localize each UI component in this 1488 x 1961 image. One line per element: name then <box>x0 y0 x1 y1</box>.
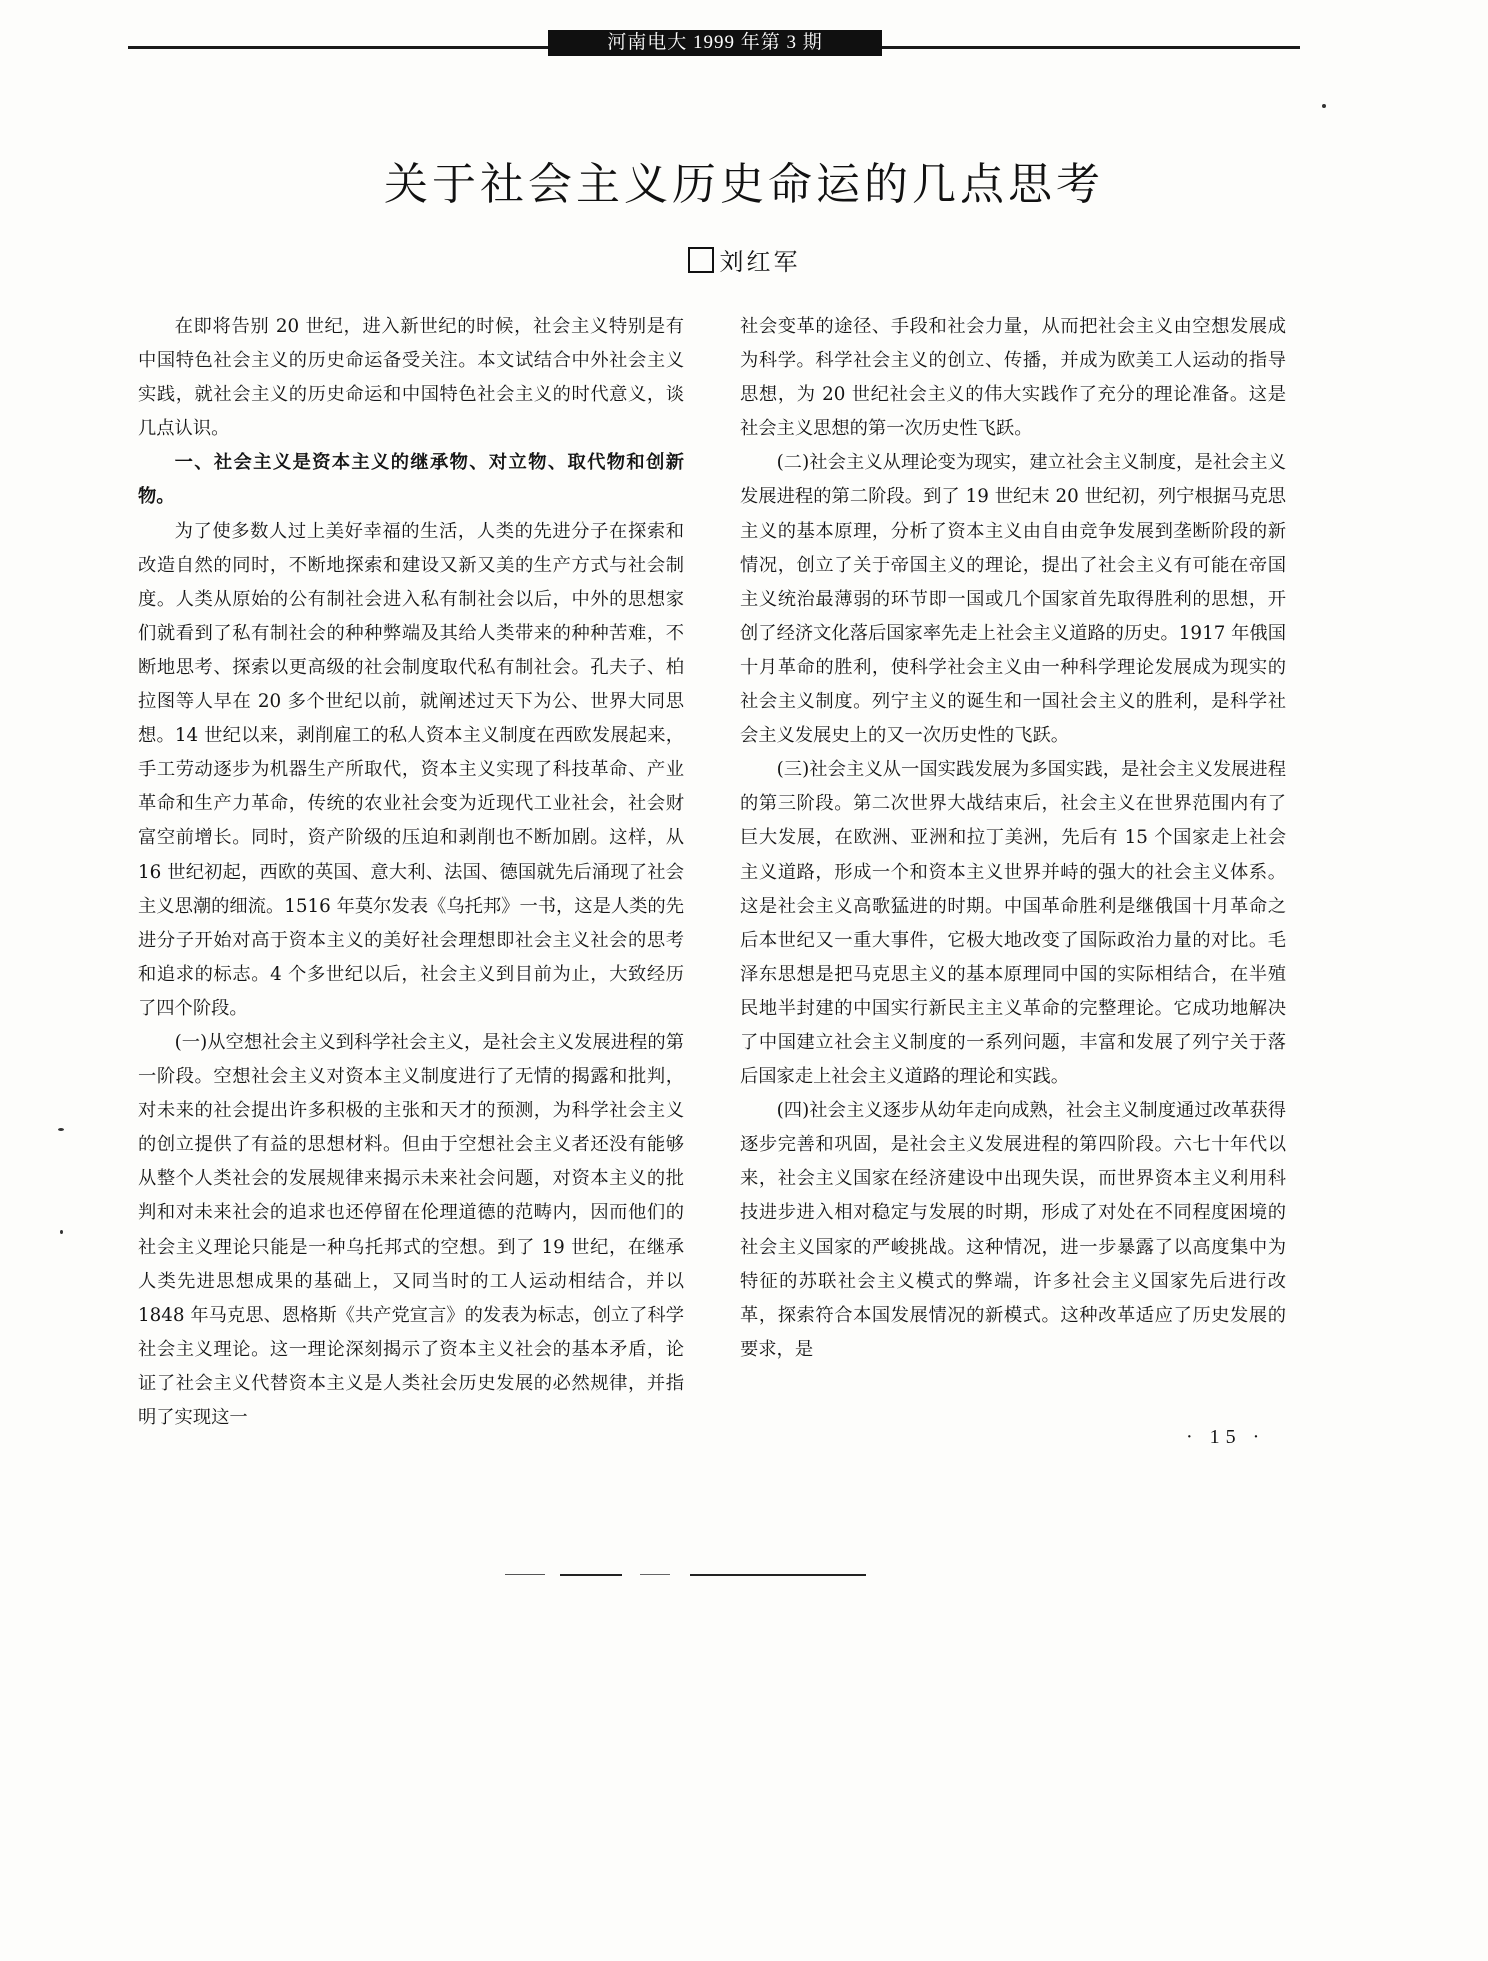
scan-line <box>560 1574 622 1576</box>
paragraph-stage-three: (三)社会主义从一国实践发展为多国实践，是社会主义发展进程的第三阶段。第二次世界大战结束后，社会主义在世界范围内有了巨大发展，在欧洲、亚洲和拉丁美洲，先后有 15 个国家走上社会主义道路，形成一个和资本主义世界并峙的强大的社会主义体系。这是社会主义高歌猛进的时期。中国革命胜利是继俄国十月革命之后本世纪又一重大事件，它极大地改变了国际政治力量的对比。毛泽东思想是把马克思主义的基本原理同中国的实际相结合，在半殖民地半封建的中国实行新民主主义革命的完整理论。它成功地解决了中国建立社会主义制度的一系列问题，丰富和发展了列宁关于落后国家走上社会主义道路的理论和实践。 <box>740 759 1286 1088</box>
right-column <box>740 310 1286 1367</box>
paragraph-history: 为了使多数人过上美好幸福的生活，人类的先进分子在探索和改造自然的同时，不断地探索和建设又新又美的生产方式与社会制度。人类从原始的公有制社会进入私有制社会以后，中外的思想家们就看到了私有制社会的种种弊端及其给人类带来的种种苦难，不断地思考、探索以更高级的社会制度取代私有制社会。孔夫子、柏拉图等人早在 20 多个世纪以前，就阐述过天下为公、世界大同思想。14 世纪以来，剥削雇工的私人资本主义制度在西欧发展起来，手工劳动逐步为机器生产所取代，资本主义实现了科技革命、产业革命和生产力革命，传统的农业社会变为近现代工业社会，社会财富空前增长。同时，资产阶级的压迫和剥削也不断加剧。这样，从 16 世纪初起，西欧的英国、意大利、法国、德国就先后涌现了社会主义思潮的细流。1516 年莫尔发表《乌托邦》一书，这是人类的先进分子开始对高于资本主义的美好社会理想即社会主义社会的思考和追求的标志。4 个多世纪以后，社会主义到目前为止，大致经历了四个阶段。 <box>138 520 684 1019</box>
paragraph-stage-two: (二)社会主义从理论变为现实，建立社会主义制度，是社会主义发展进程的第二阶段。到了 19 世纪末 20 世纪初，列宁根据马克思主义的基本原理，分析了资本主义由自由竞争发展到垄断阶段的新情况，创立了关于帝国主义的理论，提出了社会主义有可能在帝国主义统治最薄弱的环节即一国或几个国家首先取得胜利的思想，开创了经济文化落后国家率先走上社会主义道路的历史。1917 年俄国十月革命的胜利，使科学社会主义由一种科学理论发展成为现实的社会主义制度。列宁主义的诞生和一国社会主义的胜利，是科学社会主义发展史上的又一次历史性的飞跃。 <box>740 452 1286 747</box>
paragraph-stage-one-cont: 社会变革的途径、手段和社会力量，从而把社会主义由空想发展成为科学。科学社会主义的创立、传播，并成为欧美工人运动的指导思想，为 20 世纪社会主义的伟大实践作了充分的理论准备。这是社会主义思想的第一次历史性飞跃。 <box>740 316 1286 440</box>
scan-speck <box>1322 104 1326 108</box>
author-line <box>0 242 1488 277</box>
author-name: 刘红军 <box>719 248 801 276</box>
article-title: 关于社会主义历史命运的几点思考 <box>384 159 1104 210</box>
paragraph-intro: 在即将告别 20 世纪，进入新世纪的时候，社会主义特别是有中国特色社会主义的历史命运备受关注。本文试结合中外社会主义实践，就社会主义的历史命运和中国特色社会主义的时代意义，谈几点认识。 <box>138 316 684 440</box>
scan-line <box>690 1574 866 1576</box>
paragraph-stage-one: (一)从空想社会主义到科学社会主义，是社会主义发展进程的第一阶段。空想社会主义对资本主义制度进行了无情的揭露和批判，对未来的社会提出许多积极的主张和天才的预测，为科学社会主义的创立提供了有益的思想材料。但由于空想社会主义者还没有能够从整个人类社会的发展规律来揭示未来社会问题，对资本主义的批判和对未来社会的追求也还停留在伦理道德的范畴内，因而他们的社会主义理论只能是一种乌托邦式的空想。到了 19 世纪，在继承人类先进思想成果的基础上，又同当时的工人运动相结合，并以 1848 年马克思、恩格斯《共产党宣言》的发表为标志，创立了科学社会主义理论。这一理论深刻揭示了资本主义社会的基本矛盾，论证了社会主义代替资本主义是人类社会历史发展的必然规律，并指明了实现这一 <box>138 1031 684 1428</box>
paragraph-stage-four: (四)社会主义逐步从幼年走向成熟，社会主义制度通过改革获得逐步完善和巩固，是社会主义发展进程的第四阶段。六七十年代以来，社会主义国家在经济建设中出现失误，而世界资本主义利用科技进步进入相对稳定与发展的时期，形成了对处在不同程度困境的社会主义国家的严峻挑战。这种情况，进一步暴露了以高度集中为特征的苏联社会主义模式的弊端，许多社会主义国家先后进行改革，探索符合本国发展情况的新模式。这种改革适应了历史发展的要求，是 <box>740 1100 1286 1360</box>
left-column <box>138 310 684 1435</box>
scan-line <box>505 1574 545 1575</box>
section-heading: 一、社会主义是资本主义的继承物、对立物、取代物和创新物。 <box>138 452 684 508</box>
scan-speck <box>60 1230 63 1234</box>
author-box-icon <box>688 247 714 273</box>
scan-line <box>640 1574 670 1575</box>
scan-speck <box>58 1128 64 1131</box>
journal-header: 河南电大 1999 年第 3 期 <box>548 30 882 56</box>
page-number: · 15 · <box>1186 1426 1266 1448</box>
